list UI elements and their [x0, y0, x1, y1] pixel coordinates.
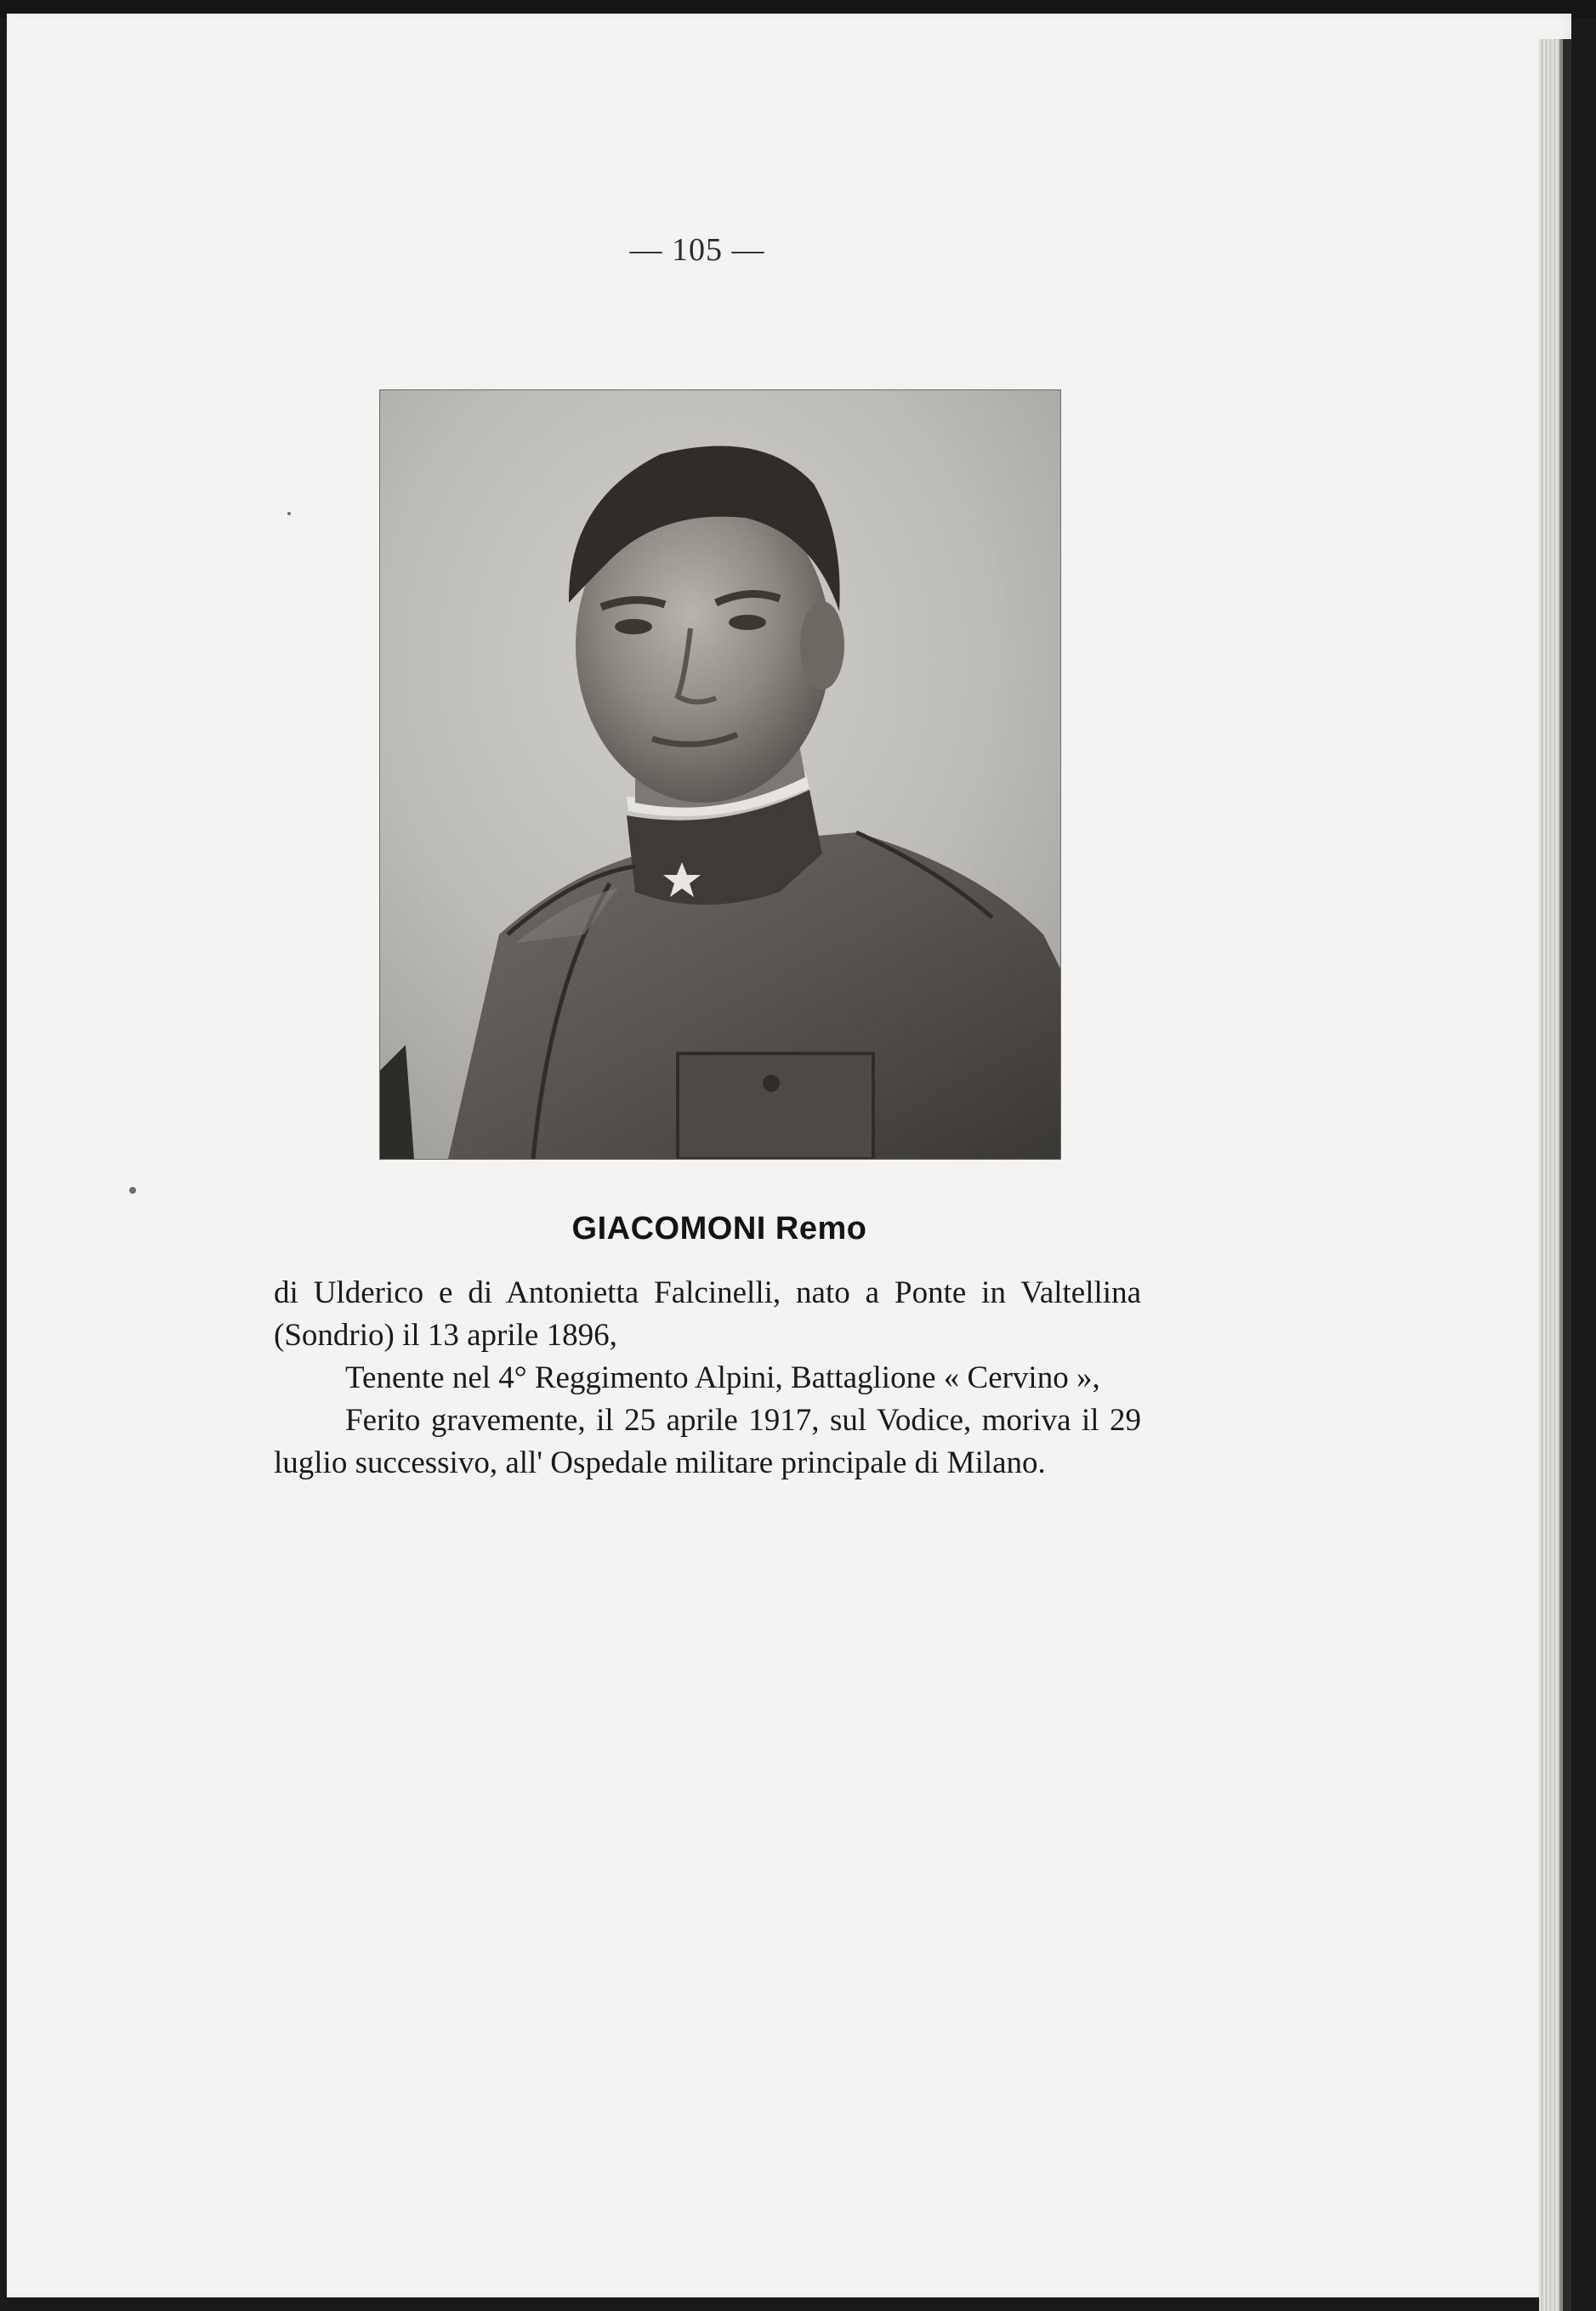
page-number: — 105 —	[629, 232, 765, 268]
paper-speck	[287, 512, 291, 515]
paper-speck	[129, 1187, 136, 1194]
portrait-photo	[379, 389, 1061, 1160]
entry-body	[274, 1272, 1141, 1485]
entry-paragraph-death: Ferito gravemente, il 25 aprile 1917, sul Vodice, moriva il 29 luglio successivo, all' Ospedale militare principale di Milano.	[274, 1403, 1141, 1480]
entry-heading: GIACOMONI Remo	[571, 1211, 867, 1246]
entry-paragraph-rank: Tenente nel 4° Reggimento Alpini, Battaglione « Cervino »,	[345, 1360, 1100, 1395]
book-cover-edge	[1563, 39, 1571, 2311]
entry-paragraph-birth: di Ulderico e di Antonietta Falcinelli, nato a Ponte in Valtellina (Sondrio) il 13 aprile 1896,	[274, 1275, 1141, 1353]
portrait-photo-drawing	[380, 390, 1060, 1159]
